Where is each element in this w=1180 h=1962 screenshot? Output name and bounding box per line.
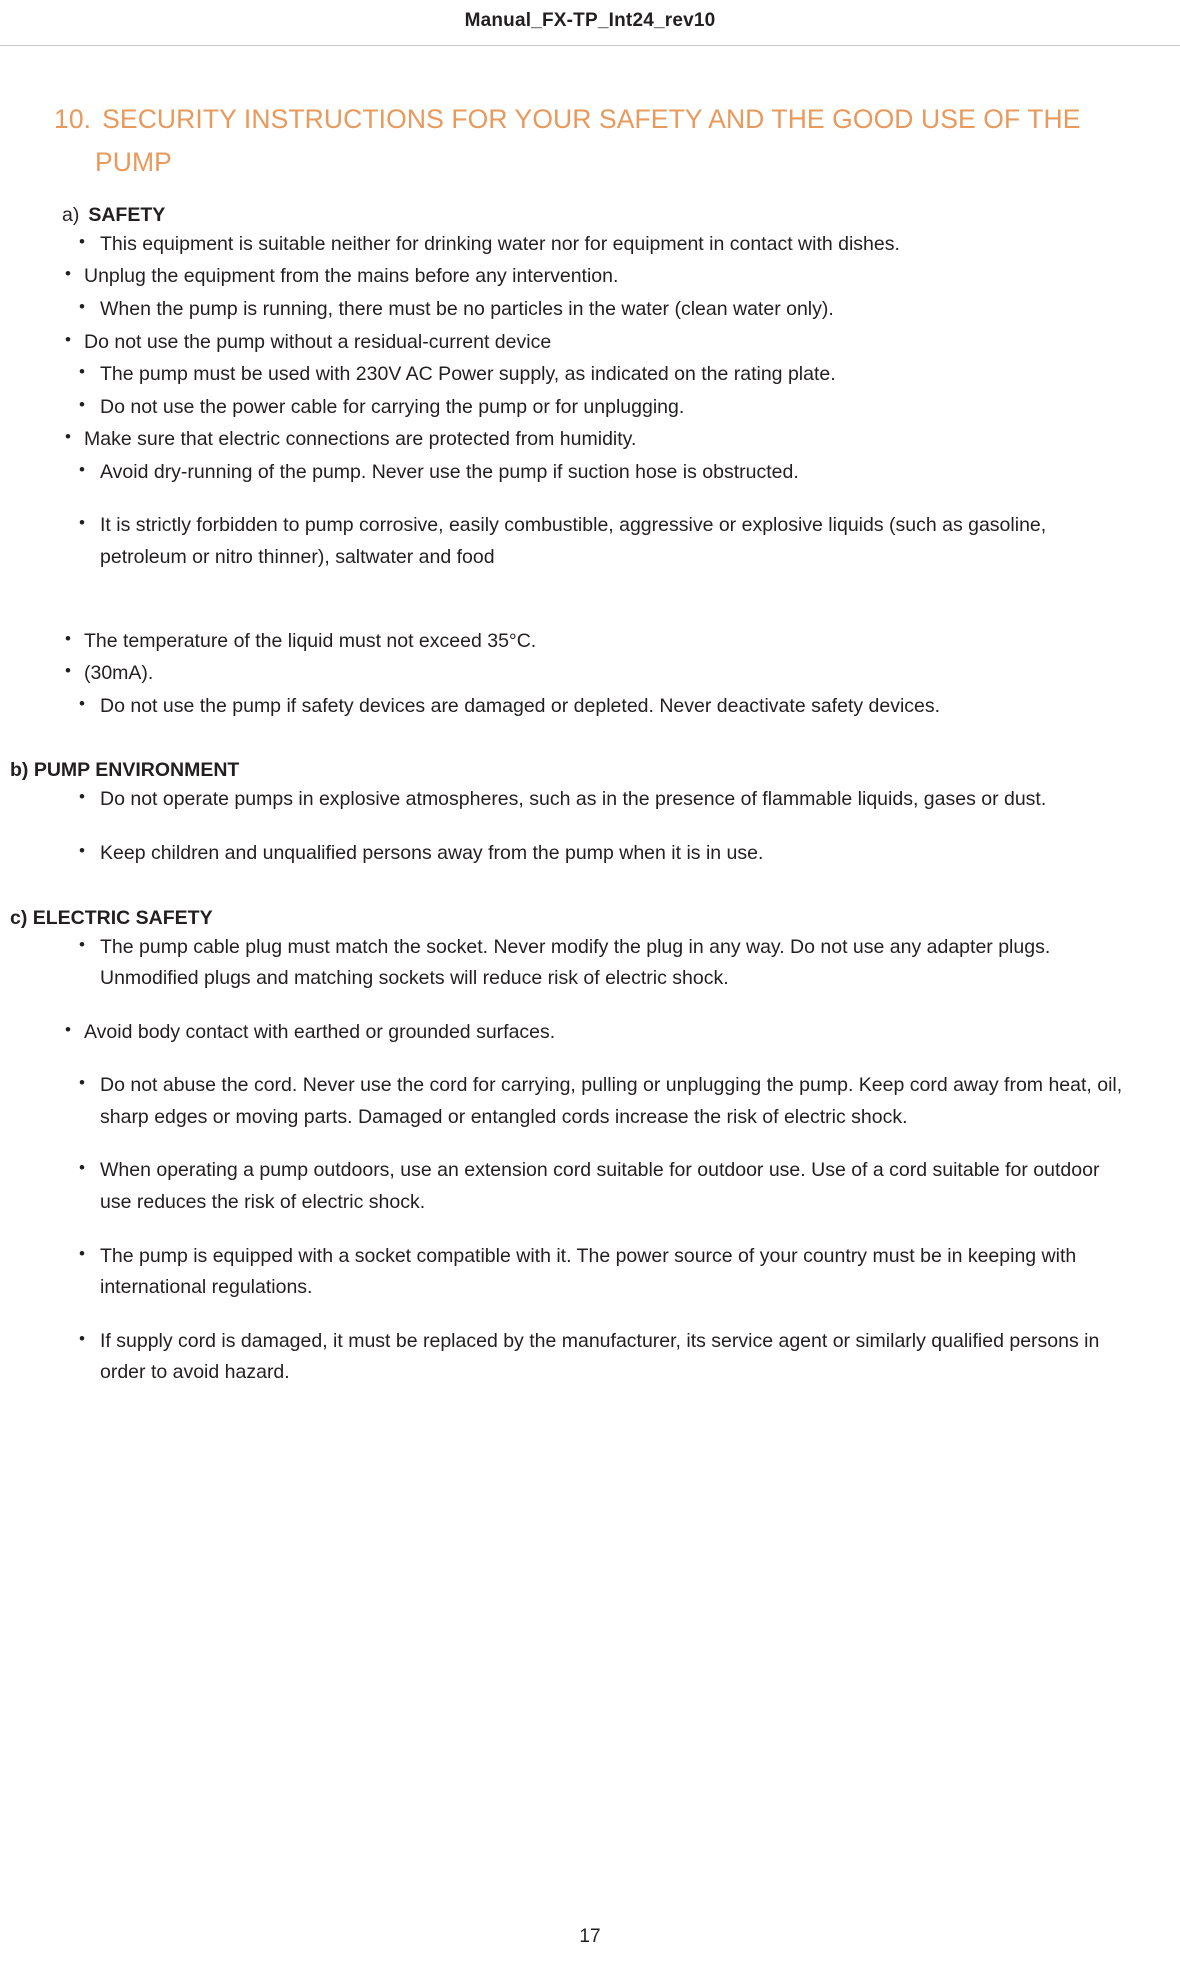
- section-heading: [54, 98, 1114, 184]
- page-content: [0, 46, 1180, 1908]
- page-header: [0, 0, 1180, 32]
- subheading-pump-environment: b) PUMP ENVIRONMENT: [10, 759, 240, 782]
- electric-safety-bullet-list: [46, 932, 1134, 1389]
- subheading-label-safety: SAFETY: [88, 203, 166, 226]
- list-item: • When operating a pump outdoors, use an extension cord suitable for outdoor use. Use of a cord suitable for outdoor use reduces the risk of electric shock.: [46, 1155, 1134, 1218]
- safety-bullet-list: [46, 229, 1134, 723]
- list-item: • The pump must be used with 230V AC Power supply, as indicated on the rating plate.: [46, 359, 1134, 391]
- list-item: • Avoid dry-running of the pump. Never use the pump if suction hose is obstructed.: [46, 457, 1134, 489]
- list-item: • Do not use the power cable for carrying the pump or for unplugging.: [46, 392, 1134, 424]
- subheading-marker-a: a): [62, 203, 80, 226]
- list-item: • Make sure that electric connections are protected from humidity.: [46, 424, 1134, 456]
- list-item: • If supply cord is damaged, it must be replaced by the manufacturer, its service agent or similarly qualified persons in order to avoid hazard.: [46, 1326, 1134, 1389]
- list-item: • Keep children and unqualified persons away from the pump when it is in use.: [46, 838, 1134, 870]
- list-item: • This equipment is suitable neither for drinking water nor for equipment in contact with dishes.: [46, 229, 1134, 261]
- section-title-line2: PUMP: [95, 146, 172, 177]
- list-item: • (30mA).: [46, 658, 1134, 690]
- list-item: • The temperature of the liquid must not exceed 35°C.: [46, 626, 1134, 658]
- list-item: • When the pump is running, there must be no particles in the water (clean water only).: [46, 294, 1134, 326]
- section-title-line1: SECURITY INSTRUCTIONS FOR YOUR SAFETY AND THE GOOD USE OF THE: [102, 104, 1081, 134]
- list-item: • Unplug the equipment from the mains before any intervention.: [46, 261, 1134, 293]
- header-document-title: Manual_FX-TP_Int24_rev10: [464, 10, 716, 31]
- page-number: 17: [579, 1926, 601, 1947]
- subheading-safety: [62, 204, 1134, 227]
- list-item: • Avoid body contact with earthed or grounded surfaces.: [46, 1017, 1134, 1049]
- list-item: • The pump is equipped with a socket compatible with it. The power source of your country must be in keeping with international regulations.: [46, 1241, 1134, 1304]
- list-item: • It is strictly forbidden to pump corrosive, easily combustible, aggressive or explosive liquids (such as gasoline, petroleum or nitro thinner), saltwater and food: [46, 510, 1134, 573]
- list-item: • Do not operate pumps in explosive atmospheres, such as in the presence of flammable liquids, gases or dust.: [46, 784, 1134, 816]
- subheading-electric-safety: c) ELECTRIC SAFETY: [10, 906, 213, 929]
- pump-environment-bullet-list: [46, 784, 1134, 869]
- list-item: • Do not use the pump without a residual-current device: [46, 327, 1134, 359]
- section-number: 10.: [54, 104, 92, 134]
- list-item: • Do not abuse the cord. Never use the cord for carrying, pulling or unplugging the pump. Keep cord away from heat, oil, sharp edges or moving parts. Damaged or entangled cords increase the risk of electric shock.: [46, 1070, 1134, 1133]
- list-item: • The pump cable plug must match the socket. Never modify the plug in any way. Do not use any adapter plugs. Unmodified plugs and matching sockets will reduce risk of electric shock.: [46, 932, 1134, 995]
- page-footer: [0, 1908, 1180, 1962]
- list-item: • Do not use the pump if safety devices are damaged or depleted. Never deactivate safety devices.: [46, 691, 1134, 723]
